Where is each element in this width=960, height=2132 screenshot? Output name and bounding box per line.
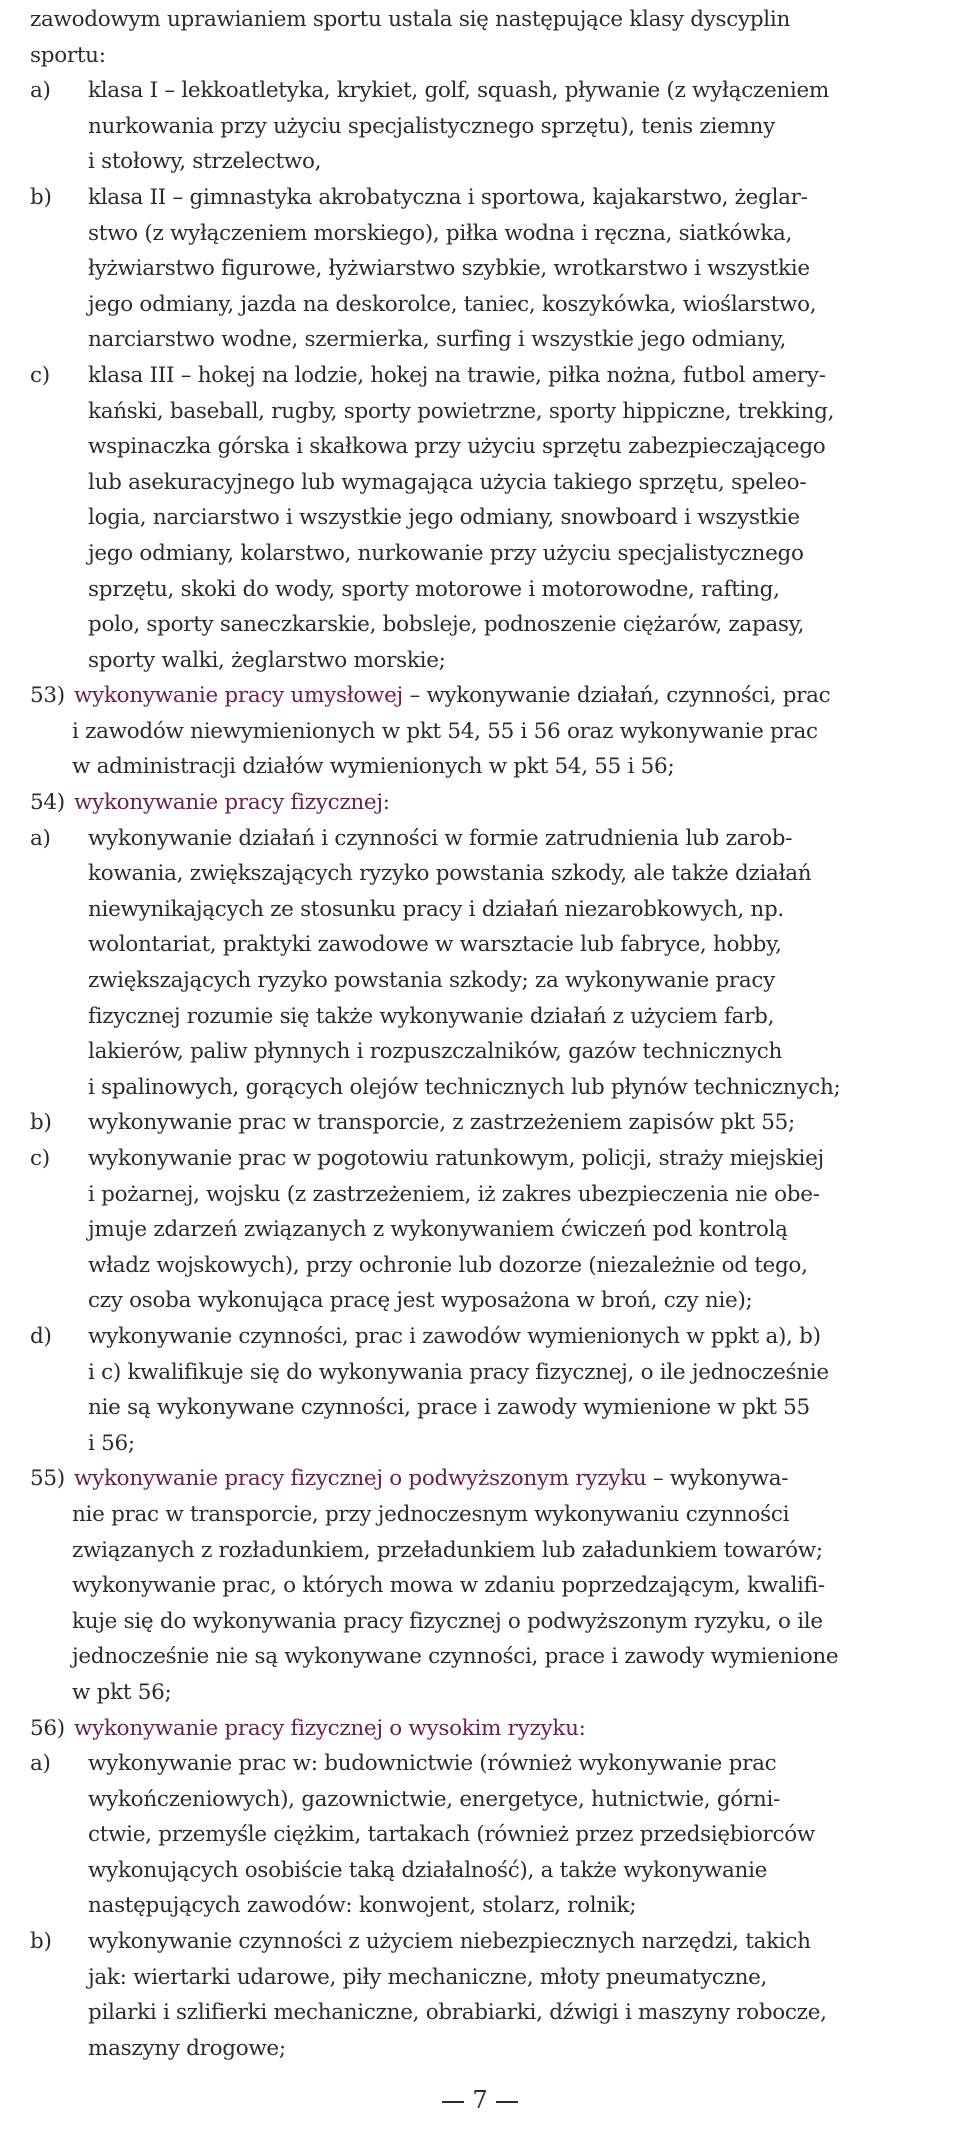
document-page [30, 2, 948, 2066]
definition-term: wykonywanie pracy umysłowej [74, 683, 403, 709]
text-line: wykonywanie prac w: budownictwie (również wykonywanie prac [88, 1751, 777, 1777]
definition-53 [30, 678, 948, 714]
text-line: związanych z rozładunkiem, przeładunkiem lub załadunkiem towarów; [72, 1537, 823, 1563]
def56-item-a [30, 1746, 948, 1782]
text-line: polo, sporty saneczkarskie, bobsleje, podnoszenie ciężarów, zapasy, [88, 612, 805, 638]
sport-class-b [30, 180, 948, 216]
text-line: narciarstwo wodne, szermierka, surfing i wszystkie jego odmiany, [88, 327, 786, 353]
dash-right [496, 2101, 518, 2103]
text-line: i c) kwalifikuje się do wykonywania pracy fizycznej, o ile jednocześnie [88, 1359, 829, 1385]
text-line: wspinaczka górska i skałkowa przy użyciu sprzętu zabezpieczającego [88, 434, 826, 460]
text-line: i pożarnej, wojsku (z zastrzeżeniem, iż zakres ubezpieczenia nie obe- [88, 1181, 820, 1207]
text-line: lub asekuracyjnego lub wymagająca użycia takiego sprzętu, speleo- [88, 469, 807, 495]
text-line: wolontariat, praktyki zawodowe w warsztacie lub fabryce, hobby, [88, 932, 782, 958]
definition-term: wykonywanie pracy fizycznej o podwyższonym ryzyku [74, 1466, 647, 1492]
def54-item-d [30, 1319, 948, 1355]
def54-item-b [30, 1105, 948, 1141]
text-line: jego odmiany, jazda na deskorolce, taniec, koszykówka, wioślarstwo, [88, 291, 817, 317]
text-line: i spalinowych, gorących olejów technicznych lub płynów technicznych; [88, 1074, 841, 1100]
text-line: wykonywanie prac, o których mowa w zdaniu poprzedzającym, kwalifi- [72, 1573, 825, 1599]
text-line: kuje się do wykonywania pracy fizycznej o podwyższonym ryzyku, o ile [72, 1608, 823, 1634]
text-line: wykonywanie działań i czynności w formie zatrudnienia lub zarob- [88, 825, 793, 851]
dash-left [442, 2101, 464, 2103]
item-marker: c) [30, 1146, 50, 1171]
item-marker: a) [30, 78, 51, 104]
text-line: nie prac w transporcie, przy jednoczesnym wykonywaniu czynności [72, 1501, 790, 1527]
sport-class-c [30, 358, 948, 394]
text-line: wykonujących osobiście taką działalność), a także wykonywanie [88, 1857, 768, 1883]
text-line: nie są wykonywane czynności, prace i zawody wymienione w pkt 55 [88, 1395, 810, 1421]
text-line: wykończeniowych), gazownictwie, energetyce, hutnictwie, górni- [88, 1786, 781, 1812]
text-line: jak: wiertarki udarowe, piły mechaniczne, młoty pneumatyczne, [88, 1964, 768, 1990]
text-line: maszyny drogowe; [88, 2035, 286, 2061]
item-marker: c) [30, 362, 50, 388]
text-line: nurkowania przy użyciu specjalistycznego sprzętu), tenis ziemny [88, 113, 775, 139]
text-line: i zawodów niewymienionych w pkt 54, 55 i 56 oraz wykonywanie prac [72, 718, 818, 744]
text-line: jego odmiany, kolarstwo, nurkowanie przy użyciu specjalistycznego [88, 540, 804, 566]
text-line: władz wojskowych), przy ochronie lub dozorze (niezależnie od tego, [88, 1252, 808, 1278]
text-line: sporty walki, żeglarstwo morskie; [88, 647, 446, 673]
definition-55 [30, 1461, 948, 1497]
sport-class-a [30, 73, 948, 109]
definition-text: – wykonywanie działań, czynności, prac [402, 683, 831, 709]
text-line: ctwie, przemyśle ciężkim, tartakach (również przez przedsiębiorców [88, 1822, 815, 1848]
text-line: wykonywanie prac w transporcie, z zastrzeżeniem zapisów pkt 55; [88, 1110, 795, 1136]
definition-text: – wykonywa- [646, 1466, 789, 1492]
text-line: niewynikających ze stosunku pracy i działań niezarobkowych, np. [88, 896, 784, 922]
text-line: w pkt 56; [72, 1679, 172, 1705]
def56-item-b [30, 1924, 948, 1960]
text-line: i 56; [88, 1430, 135, 1456]
text-line: jmuje zdarzeń związanych z wykonywaniem ćwiczeń pod kontrolą [88, 1217, 788, 1243]
text-line: kowania, zwiększających ryzyko powstania szkody, ale także działań [88, 861, 812, 887]
page-footer [0, 2085, 960, 2115]
text-line: jednocześnie nie są wykonywane czynności, prace i zawody wymienione [72, 1644, 839, 1670]
item-marker: a) [30, 825, 51, 851]
definition-number: 53) [30, 683, 65, 709]
text-line: wykonywanie prac w pogotowiu ratunkowym, policji, straży miejskiej [88, 1146, 824, 1171]
text-line: wykonywanie czynności z użyciem niebezpiecznych narzędzi, takich [88, 1929, 811, 1955]
text-line: sprzętu, skoki do wody, sporty motorowe i motorowodne, rafting, [88, 576, 780, 602]
text-line: fizycznej rozumie się także wykonywanie działań z użyciem farb, [88, 1003, 775, 1029]
text-line: łyżwiarstwo figurowe, łyżwiarstwo szybkie, wrotkarstwo i wszystkie [88, 256, 810, 282]
text-line: klasa III – hokej na lodzie, hokej na trawie, piłka nożna, futbol amery- [88, 362, 826, 388]
definition-number: 55) [30, 1466, 65, 1492]
text-line: wykonywanie czynności, prac i zawodów wymienionych w ppkt a), b) [88, 1323, 821, 1349]
intro-line-2: sportu: [30, 42, 106, 68]
text-line: klasa I – lekkoatletyka, krykiet, golf, squash, pływanie (z wyłączeniem [88, 78, 830, 104]
page-number: 7 [472, 2086, 488, 2114]
text-line: i stołowy, strzelectwo, [88, 149, 322, 175]
text-line: lakierów, paliw płynnych i rozpuszczalników, gazów technicznych [88, 1039, 783, 1065]
text-line: czy osoba wykonująca pracę jest wyposażona w broń, czy nie); [88, 1288, 753, 1314]
text-line: kański, baseball, rugby, sporty powietrzne, sporty hippiczne, trekking, [88, 398, 835, 424]
intro-line-1: zawodowym uprawianiem sportu ustala się następujące klasy dyscyplin [30, 7, 791, 32]
item-marker: d) [30, 1323, 52, 1349]
item-marker: b) [30, 184, 52, 210]
definition-number: 56) [30, 1715, 65, 1741]
definition-56 [30, 1711, 948, 1747]
text-line: klasa II – gimnastyka akrobatyczna i sportowa, kajakarstwo, żeglar- [88, 184, 808, 210]
text-line: zwiększających ryzyko powstania szkody; za wykonywanie pracy [88, 968, 775, 994]
text-line: w administracji działów wymienionych w pkt 54, 55 i 56; [72, 754, 675, 780]
text-line: stwo (z wyłączeniem morskiego), piłka wodna i ręczna, siatkówka, [88, 220, 793, 246]
def54-item-c [30, 1141, 948, 1177]
item-marker: b) [30, 1929, 52, 1955]
definition-term: wykonywanie pracy fizycznej: [74, 790, 390, 816]
text-line: następujących zawodów: konwojent, stolarz, rolnik; [88, 1893, 637, 1919]
definition-54 [30, 785, 948, 821]
def54-item-a [30, 821, 948, 857]
item-marker: a) [30, 1751, 51, 1777]
item-marker: b) [30, 1110, 52, 1136]
text-line: pilarki i szlifierki mechaniczne, obrabiarki, dźwigi i maszyny robocze, [88, 2000, 827, 2026]
text-line: logia, narciarstwo i wszystkie jego odmiany, snowboard i wszystkie [88, 505, 800, 531]
definition-number: 54) [30, 790, 65, 816]
definition-term: wykonywanie pracy fizycznej o wysokim ryzyku: [74, 1715, 586, 1741]
